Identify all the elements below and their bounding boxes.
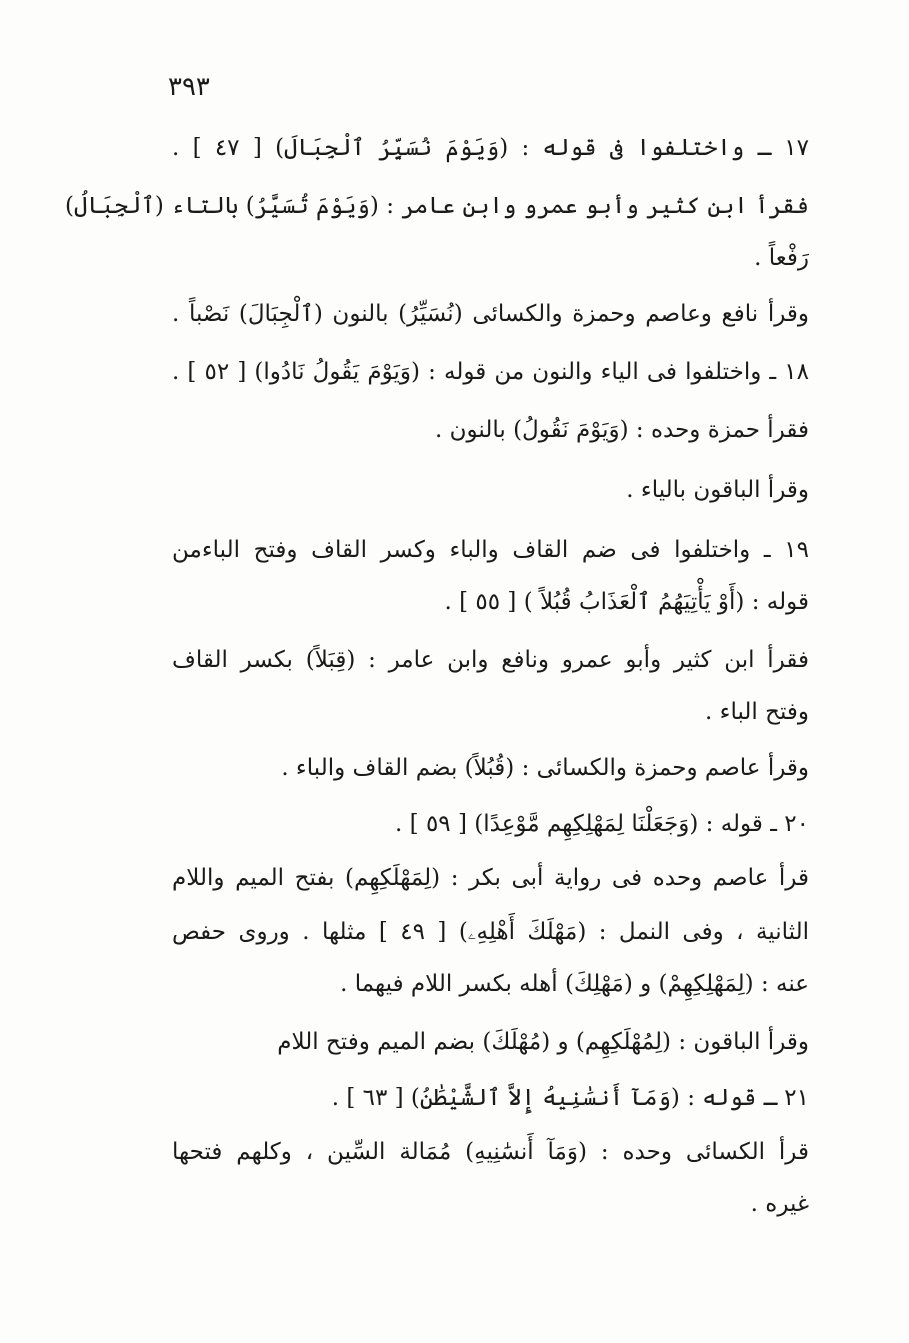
- text-line-13: ٢٠ ـ قوله : (وَجَعَلْنَا لِمَهْلِكِهِم مَّوْعِدًا) [ ٥٩ ] .: [395, 811, 809, 837]
- text-line-12: وقرأ عاصم وحمزة والكسائى : (قُبُلاً) بضم القاف والباء .: [281, 755, 809, 781]
- text-line-4: وقرأ نافع وعاصم وحمزة والكسائى (نُسَيِّرُ) بالنون (ٱلْجِبَالَ) نَصْباً .: [172, 301, 809, 327]
- text-line-10: فقرأ ابن كثير وأبو عمرو ونافع وابن عامر : (قِبَلاً) بكسر القاف: [172, 647, 809, 673]
- text-line-5: ١٨ ـ واختلفوا فى الياء والنون من قوله : (وَيَوْمَ يَقُولُ نَادُوا) [ ٥٢ ] .: [172, 359, 810, 385]
- text-line-14: قرأ عاصم وحده فى رواية أبى بكر : (لِمَهْلَكِهِم) بفتح الميم واللام: [172, 865, 809, 891]
- text-line-7: وقرأ الباقون بالياء .: [626, 477, 809, 503]
- text-line-17: وقرأ الباقون : (لِمُهْلَكِهِم) و (مُهْلَكَ) بضم الميم وفتح اللام: [277, 1029, 809, 1055]
- text-line-9: قوله : (أَوْ يَأْتِيَهُمُ ٱلْعَذَابُ قُبُلاً ) [ ٥٥ ] .: [444, 589, 809, 615]
- text-line-11: وفتح الباء .: [705, 699, 809, 725]
- text-line-3: رَفْعاً .: [754, 245, 809, 271]
- text-line-15: الثانية ، وفى النمل : (مَهْلَكَ أَهْلِهِۦ) [ ٤٩ ] مثلها . وروى حفص: [172, 919, 809, 945]
- text-line-1: ١٧ ـ واختلفوا فى قوله : (وَيَوْمَ نُسَيِّرُ ٱلْجِبَالَ) [ ٤٧ ] .: [172, 135, 809, 161]
- text-line-2: فقرأ ابن كثير وأبو عمرو وابن عامر : (وَيَوْمَ تُسَيَّرُ) بالتاء (ٱلْجِبَالُ): [65, 193, 809, 219]
- text-line-19: قرأ الكسائى وحده : (وَمَآ أَنسَٰنِيهِ) مُمَالة السِّين ، وكلهم فتحها: [172, 1139, 809, 1165]
- page-number: ٣٩٣: [168, 72, 210, 102]
- text-line-6: فقرأ حمزة وحده : (وَيَوْمَ نَقُولُ) بالنون .: [435, 417, 809, 443]
- text-line-20: غيره .: [750, 1191, 809, 1217]
- text-line-16: عنه : (لِمَهْلِكِهِمْ) و (مَهْلِكَ) أهله بكسر اللام فيهما .: [340, 971, 809, 997]
- text-line-18: ٢١ ـ قوله : (وَمَآ أَنسَٰنِيهُ إِلاَّ ٱلشَّيْطَٰنُ) [ ٦٣ ] .: [331, 1085, 809, 1111]
- text-line-8: ١٩ ـ واختلفوا فى ضم القاف والباء وكسر القاف وفتح الباءمن: [172, 537, 809, 563]
